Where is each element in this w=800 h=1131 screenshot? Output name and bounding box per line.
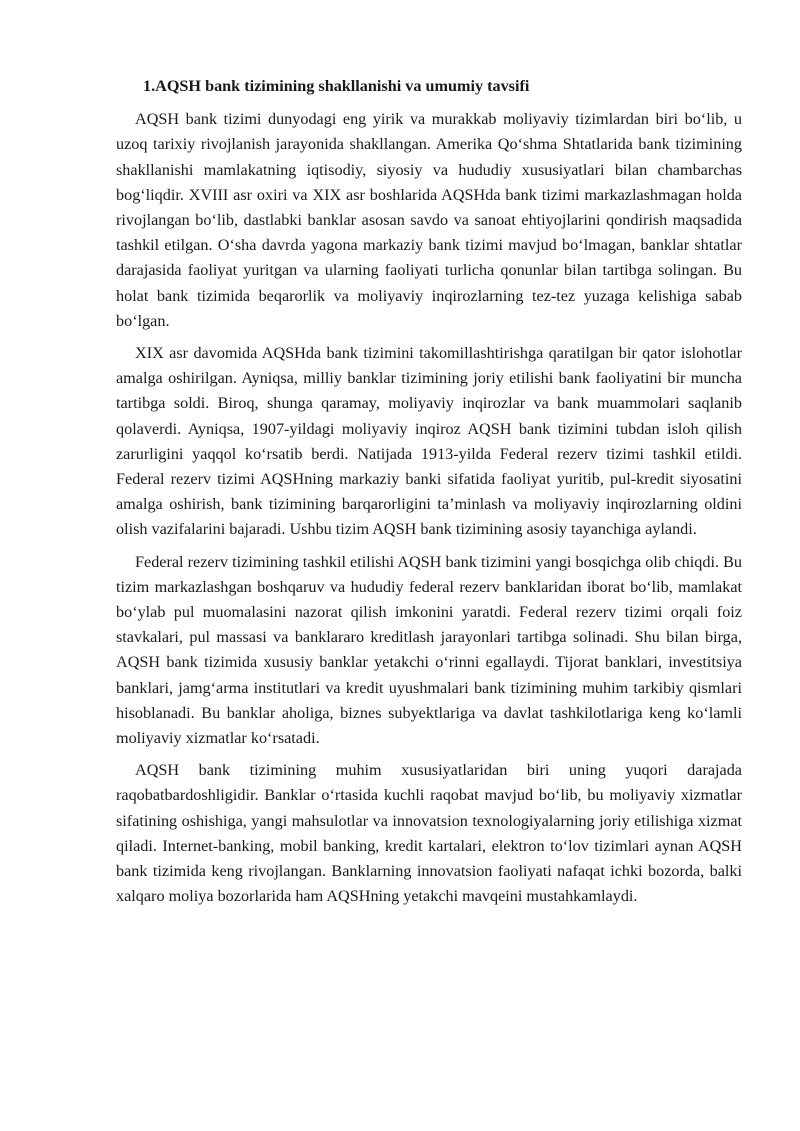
paragraph-3: Federal rezerv tizimining tashkil etilishi AQSH bank tizimini yangi bosqichga olib chiqdi. Bu tizim markazlashgan boshqaruv va hududiy federal rezerv banklaridan iborat bo‘lib, mamlakat bo‘ylab pul muomalasini nazorat qilish imkonini yaratdi. Federal rezerv tizimi orqali foiz stavkalari, pul massasi va banklararo kreditlash jarayonlari tartibga solinadi. Shu bilan birga, AQSH bank tizimida xususiy banklar yetakchi o‘rinni egallaydi. Tijorat banklari, investitsiya banklari, jamg‘arma institutlari va kredit uyushmalari bank tizimining muhim tarkibiy qismlari hisoblanadi. Bu banklar aholiga, biznes subyektlariga va davlat tashkilotlariga keng ko‘lamli moliyaviy xizmatlar ko‘rsatadi. (116, 552, 742, 748)
paragraph-2: XIX asr davomida AQSHda bank tizimini takomillashtirishga qaratilgan bir qator islohotlar amalga oshirilgan. Ayniqsa, milliy banklar tizimining joriy etilishi bank faoliyatini bir muncha tartibga soldi. Biroq, shunga qaramay, moliyaviy inqirozlar va bank muammolari saqlanib qolaverdi. Ayniqsa, 1907-yildagi moliyaviy inqiroz AQSH bank tizimini tubdan isloh qilish zarurligini yaqqol ko‘rsatib berdi. Natijada 1913-yilda Federal rezerv tizimi tashkil etildi. Federal rezerv tizimi AQSHning markaziy banki sifatida faoliyat yuritib, pul-kredit siyosatini amalga oshirish, bank tizimining barqarorligini ta’minlash va moliyaviy inqirozlarning oldini olish vazifalarini bajaradi. Ushbu tizim AQSH bank tizimining asosiy tayanchiga aylandi. (116, 344, 742, 539)
paragraph-1: AQSH bank tizimi dunyodagi eng yirik va murakkab moliyaviy tizimlardan biri bo‘lib, u uzoq tarixiy rivojlanish jarayonida shakllangan. Amerika Qo‘shma Shtatlarida bank tizimining shakllanishi mamlakatning iqtisodiy, siyosiy va hududiy xususiyatlari bilan chambarchas bog‘liqdir. XVIII asr oxiri va XIX asr boshlarida AQSHda bank tizimi markazlashmagan holda rivojlangan bo‘lib, dastlabki banklar asosan savdo va sanoat ehtiyojlarini qondirish maqsadida tashkil etilgan. O‘sha davrda yagona markaziy bank tizimi mavjud bo‘lmagan, banklar shtatlar darajasida faoliyat yuritgan va ularning faoliyati turlicha qonunlar bilan tartibga solingan. Bu holat bank tizimida beqarorlik va moliyaviy inqirozlarning tez-tez yuzaga kelishiga sabab bo‘lgan. (116, 110, 742, 330)
section-heading: 1.AQSH bank tizimining shakllanishi va umumiy tavsifi (143, 77, 530, 95)
paragraph-4: AQSH bank tizimining muhim xususiyatlaridan biri uning yuqori darajada raqobatbardoshligidir. Banklar o‘rtasida kuchli raqobat mavjud bo‘lib, bu moliyaviy xizmatlar sifatining oshishiga, yangi mahsulotlar va innovatsion texnologiyalarning joriy etilishiga xizmat qiladi. Internet-banking, mobil banking, kredit kartalari, elektron to‘lov tizimlari aynan AQSH bank tizimida keng rivojlangan. Banklarning innovatsion faoliyati nafaqat ichki bozorda, balki xalqaro moliya bozorlarida ham AQSHning yetakchi mavqeini mustahkamlaydi. (116, 761, 742, 906)
document-body (116, 74, 742, 917)
